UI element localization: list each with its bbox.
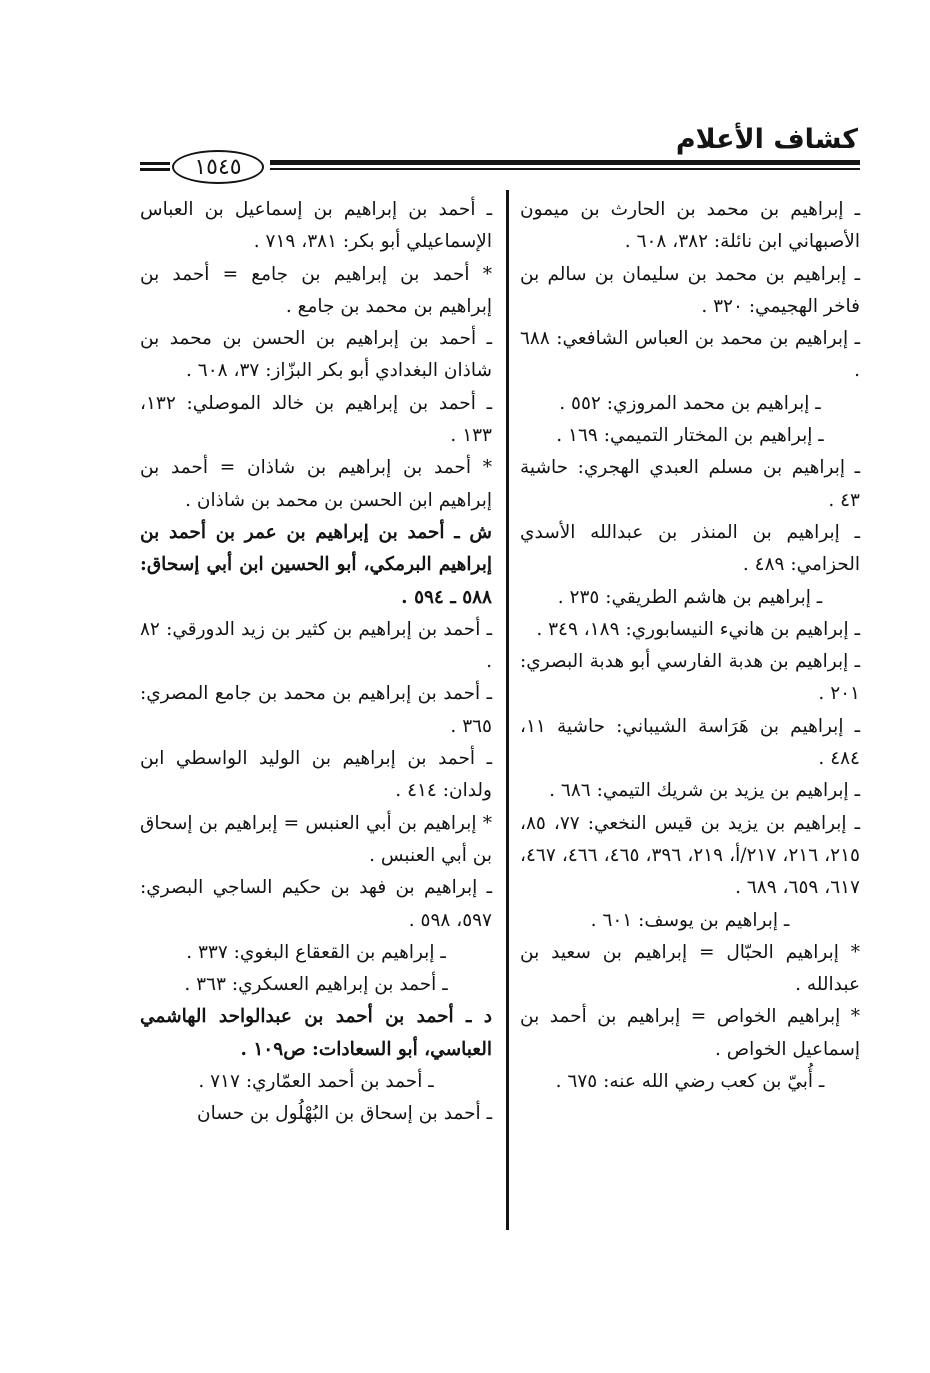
index-entry: ـ أحمد بن إبراهيم بن الحسن بن محمد بن شاذان البغدادي أبو بكر البزّاز: ٣٧، ٦٠٨ . xyxy=(140,328,492,382)
index-entry: ـ أُبيّ بن كعب رضي الله عنه: ٦٧٥ . xyxy=(555,1071,825,1093)
index-entry: ـ أحمد بن أحمد العمّاري: ٧١٧ . xyxy=(198,1071,434,1093)
index-entry: ـ أحمد بن إسحاق بن البُهْلُول بن حسان xyxy=(196,1103,492,1125)
index-entry: ـ إبراهيم بن محمد بن الحارث بن ميمون الأصبهاني ابن نائلة: ٣٨٢، ٦٠٨ . xyxy=(520,199,860,253)
index-entry: ـ أحمد بن إبراهيم بن محمد بن جامع المصري: ٣٦٥ . xyxy=(140,683,492,737)
index-entry: ش ـ أحمد بن إبراهيم بن عمر بن أحمد بن إبراهيم البرمكي، أبو الحسين ابن أبي إسحاق: ٥٨٨ ـ ٥٩٤ . xyxy=(140,521,492,608)
index-column-right xyxy=(520,194,860,1098)
index-entry: ـ إبراهيم بن محمد المروزي: ٥٥٢ . xyxy=(559,392,821,414)
index-entry: ـ إبراهيم بن محمد بن العباس الشافعي: ٦٨٨ . xyxy=(520,328,860,382)
header-rule-left-top xyxy=(140,162,170,165)
index-entry: ـ إبراهيم بن محمد بن سليمان بن سالم بن فاخر الهجيمي: ٣٢٠ . xyxy=(520,263,860,317)
index-entry: ـ إبراهيم بن هاشم الطريقي: ٢٣٥ . xyxy=(557,586,823,608)
index-column-left xyxy=(140,194,492,1131)
header-rule-thin xyxy=(270,168,860,170)
header-rule-left-bottom xyxy=(140,168,170,171)
index-entry: ـ إبراهيم بن القعقاع البغوي: ٣٣٧ . xyxy=(186,941,446,963)
index-entry: د ـ أحمد بن أحمد بن عبدالواحد الهاشمي العباسي، أبو السعادات: ص١٠٩ . xyxy=(140,1006,492,1060)
index-entry: ـ أحمد بن إبراهيم بن كثير بن زيد الدورقي: ٨٢ . xyxy=(140,618,492,673)
column-divider xyxy=(506,190,509,1230)
index-entry: ـ إبراهيم بن يزيد بن قيس النخعي: ٧٧، ٨٥، ٢١٥، ٢١٦، ٢١٧/أ، ٢١٩، ٣٩٦، ٤٦٥، ٤٦٦، ٤٦٧، ٦١٧، ٦٥٩، ٦٨٩ . xyxy=(520,812,860,899)
index-entry: ـ إبراهيم بن فهد بن حكيم الساجي البصري: ٥٩٧، ٥٩٨ . xyxy=(140,877,492,931)
index-entry: * إبراهيم بن أبي العنبس = إبراهيم بن إسحاق بن أبي العنبس . xyxy=(140,812,492,866)
index-entry: ـ أحمد بن إبراهيم بن خالد الموصلي: ١٣٢، ١٣٣ . xyxy=(140,392,492,447)
page-header-title: كشاف الأعلام xyxy=(675,124,858,155)
index-entry: * إبراهيم الحبّال = إبراهيم بن سعيد بن عبدالله . xyxy=(520,941,860,996)
index-entry: * أحمد بن إبراهيم بن جامع = أحمد بن إبراهيم بن محمد بن جامع . xyxy=(140,263,492,317)
index-entry: ـ أحمد بن إبراهيم بن إسماعيل بن العباس الإسماعيلي أبو بكر: ٣٨١، ٧١٩ . xyxy=(140,199,492,253)
index-entry: ـ إبراهيم بن المختار التميمي: ١٦٩ . xyxy=(556,425,824,447)
index-entry: ـ إبراهيم بن مسلم العبدي الهجري: حاشية ٤٣ . xyxy=(520,457,860,511)
index-entry: ـ إبراهيم بن يوسف: ٦٠١ . xyxy=(590,909,790,931)
index-entry: ـ إبراهيم بن يزيد بن شريك التيمي: ٦٨٦ . xyxy=(549,780,860,802)
page-number: ١٥٤٥ xyxy=(172,150,264,184)
index-entry: ـ أحمد بن إبراهيم بن الوليد الواسطي ابن ولدان: ٤١٤ . xyxy=(140,748,492,802)
index-entry: ـ إبراهيم بن المنذر بن عبدالله الأسدي الحزامي: ٤٨٩ . xyxy=(520,521,860,576)
index-entry: ـ إبراهيم بن هَرَاسة الشيباني: حاشية ١١، ٤٨٤ . xyxy=(520,715,860,770)
index-entry: ـ أحمد بن إبراهيم العسكري: ٣٦٣ . xyxy=(184,974,448,996)
index-entry: ـ إبراهيم بن هانيء النيسابوري: ١٨٩، ٣٤٩ . xyxy=(536,618,860,640)
index-entry: ـ إبراهيم بن هدبة الفارسي أبو هدبة البصري: ٢٠١ . xyxy=(520,651,860,705)
index-entry: * إبراهيم الخواص = إبراهيم بن أحمد بن إسماعيل الخواص . xyxy=(520,1006,860,1060)
index-entry: * أحمد بن إبراهيم بن شاذان = أحمد بن إبراهيم ابن الحسن بن محمد بن شاذان . xyxy=(140,457,492,511)
header-rule-thick xyxy=(270,160,860,165)
